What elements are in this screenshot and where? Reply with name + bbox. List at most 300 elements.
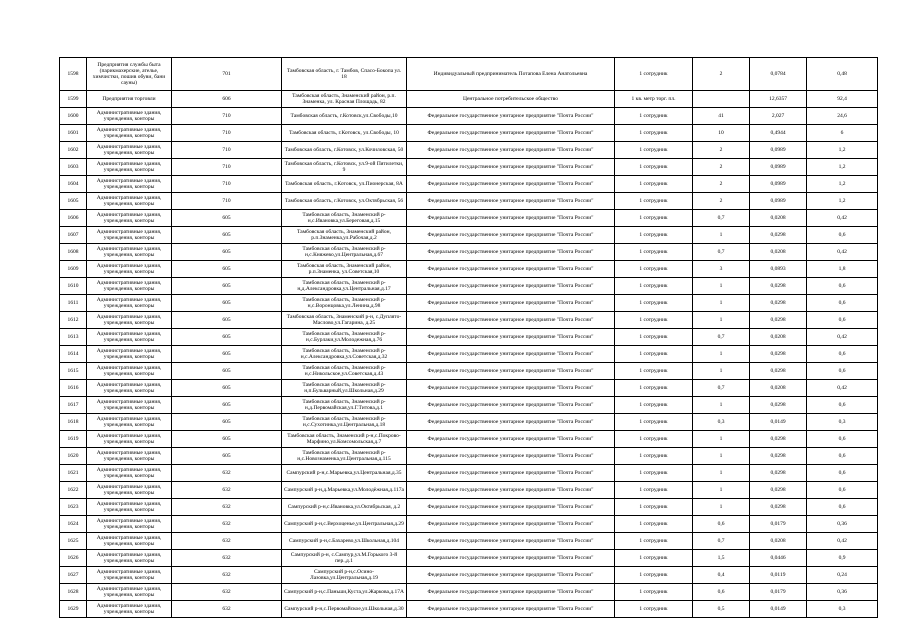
quantity-cell: 2 [693,58,750,91]
row-number-cell: 1627 [60,567,87,584]
object-type-cell: Административные здания, учреждения, конторы [87,431,172,448]
row-number-cell: 1622 [60,482,87,499]
value-1-cell: 0,0208 [750,380,807,397]
quantity-cell: 0,3 [693,414,750,431]
quantity-cell: 1 [693,227,750,244]
quantity-cell: 1 [693,278,750,295]
code-cell: 632 [172,567,282,584]
unit-cell: 1 сотрудник [615,159,693,176]
row-number-cell: 1605 [60,193,87,210]
value-2-cell: 0,3 [807,414,878,431]
value-2-cell: 0,42 [807,380,878,397]
code-cell: 710 [172,142,282,159]
organization-cell: Федеральное государственное унитарное предприятие "Почта России" [407,193,615,210]
address-cell: Тамбовская область, г.Котовск, ул.9-ой Пятилетки, 9 [282,159,407,176]
unit-cell: 1 сотрудник [615,380,693,397]
address-cell: Тамбовская область, Знаменский район, р.п.Знаменка,ул.Рабочая,д.2 [282,227,407,244]
address-cell: Тамбовская область, Знаменский р-н,с.Воронцовка,ул.Ленина,д.98 [282,295,407,312]
organization-cell: Федеральное государственное унитарное предприятие "Почта России" [407,363,615,380]
value-2-cell: 24,6 [807,108,878,125]
quantity-cell: 2 [693,176,750,193]
address-cell: Тамбовская область, г.Котовск, ул.Пионерская, 8А [282,176,407,193]
quantity-cell: 0,7 [693,380,750,397]
value-2-cell: 1,2 [807,176,878,193]
value-2-cell: 0,3 [807,601,878,618]
unit-cell: 1 сотрудник [615,125,693,142]
value-1-cell: 0,0298 [750,397,807,414]
unit-cell: 1 сотрудник [615,499,693,516]
value-1-cell: 0,0298 [750,465,807,482]
code-cell: 710 [172,125,282,142]
unit-cell: 1 сотрудник [615,601,693,618]
address-cell: Тамбовская область, Знаменский р-н,д.Александровка,ул.Центральная,д.17 [282,278,407,295]
table-row [60,363,878,380]
quantity-cell: 1 [693,448,750,465]
value-1-cell: 0,0989 [750,193,807,210]
address-cell: Тамбовская область, Знаменский район, р.п.Знаменка, ул.Советская,10 [282,261,407,278]
quantity-cell: 41 [693,108,750,125]
value-1-cell: 0,0179 [750,584,807,601]
object-type-cell: Административные здания, учреждения, конторы [87,193,172,210]
code-cell: 605 [172,448,282,465]
row-number-cell: 1620 [60,448,87,465]
unit-cell: 1 сотрудник [615,210,693,227]
row-number-cell: 1607 [60,227,87,244]
quantity-cell: 2 [693,159,750,176]
organization-cell: Федеральное государственное унитарное предприятие "Почта России" [407,397,615,414]
object-type-cell: Административные здания, учреждения, конторы [87,210,172,227]
code-cell: 701 [172,58,282,91]
quantity-cell: 1 [693,397,750,414]
table-row [60,584,878,601]
object-type-cell: Административные здания, учреждения, конторы [87,550,172,567]
table-row [60,567,878,584]
value-2-cell: 6 [807,125,878,142]
address-cell: Сампурский р-н,с.Осино-Лазовка,ул.Центральная,д.19 [282,567,407,584]
code-cell: 605 [172,295,282,312]
organization-cell: Федеральное государственное унитарное предприятие "Почта России" [407,261,615,278]
code-cell: 605 [172,244,282,261]
unit-cell: 1 сотрудник [615,329,693,346]
row-number-cell: 1611 [60,295,87,312]
value-2-cell: 0,36 [807,584,878,601]
value-1-cell: 0,0298 [750,499,807,516]
organization-cell: Федеральное государственное унитарное предприятие "Почта России" [407,142,615,159]
row-number-cell: 1608 [60,244,87,261]
address-cell: Тамбовская область, г. Тамбов, Спасо-Бокопа ул. 18 [282,58,407,91]
organization-cell: Федеральное государственное унитарное предприятие "Почта России" [407,329,615,346]
unit-cell: 1 сотрудник [615,346,693,363]
object-type-cell: Административные здания, учреждения, конторы [87,108,172,125]
quantity-cell: 1 [693,482,750,499]
unit-cell: 1 сотрудник [615,363,693,380]
table-row [60,193,878,210]
object-type-cell: Предприятия торговли [87,91,172,108]
code-cell: 605 [172,431,282,448]
value-2-cell: 0,42 [807,210,878,227]
table-row [60,329,878,346]
value-2-cell: 0,48 [807,58,878,91]
code-cell: 605 [172,261,282,278]
organization-cell: Федеральное государственное унитарное предприятие "Почта России" [407,125,615,142]
quantity-cell: 10 [693,125,750,142]
row-number-cell: 1600 [60,108,87,125]
address-cell: Тамбовская область, Знаменский р-н,с.Бурлаки,ул.Молодежная,д.76 [282,329,407,346]
address-cell: Сампурский р-н,д.Марьевка,ул.Молодёжная,д.117а [282,482,407,499]
organization-cell: Федеральное государственное унитарное предприятие "Почта России" [407,567,615,584]
code-cell: 605 [172,329,282,346]
unit-cell: 1 сотрудник [615,584,693,601]
table-row [60,448,878,465]
value-1-cell: 0,0298 [750,346,807,363]
object-type-cell: Административные здания, учреждения, конторы [87,414,172,431]
row-number-cell: 1612 [60,312,87,329]
organization-cell: Федеральное государственное унитарное предприятие "Почта России" [407,159,615,176]
value-1-cell: 2,027 [750,108,807,125]
unit-cell: 1 сотрудник [615,448,693,465]
value-2-cell: 0,6 [807,346,878,363]
object-type-cell: Административные здания, учреждения, конторы [87,227,172,244]
table-row [60,142,878,159]
row-number-cell: 1604 [60,176,87,193]
object-type-cell: Административные здания, учреждения, конторы [87,142,172,159]
value-2-cell: 0,6 [807,363,878,380]
row-number-cell: 1624 [60,516,87,533]
value-1-cell: 0,0298 [750,295,807,312]
registry-table [59,57,878,618]
object-type-cell: Административные здания, учреждения, конторы [87,584,172,601]
object-type-cell: Административные здания, учреждения, конторы [87,244,172,261]
code-cell: 710 [172,108,282,125]
value-1-cell: 0,0784 [750,58,807,91]
object-type-cell: Административные здания, учреждения, конторы [87,499,172,516]
object-type-cell: Административные здания, учреждения, конторы [87,380,172,397]
address-cell: Сампурский р-н,с.Верхоценье,ул.Центральная,д.29 [282,516,407,533]
organization-cell: Федеральное государственное унитарное предприятие "Почта России" [407,584,615,601]
code-cell: 710 [172,176,282,193]
value-1-cell: 0,0208 [750,533,807,550]
object-type-cell: Административные здания, учреждения, конторы [87,329,172,346]
row-number-cell: 1610 [60,278,87,295]
value-2-cell: 1,2 [807,159,878,176]
code-cell: 605 [172,312,282,329]
address-cell: Сампурский р-н, с.Сампур,ул.М.Горького 3-й пер.,д.1 [282,550,407,567]
unit-cell: 1 сотрудник [615,58,693,91]
code-cell: 606 [172,91,282,108]
value-2-cell: 0,6 [807,448,878,465]
address-cell: Тамбовская область, Знаменский р-н, с.Дуплято-Маслово,ул.Гагарина, д.25 [282,312,407,329]
unit-cell: 1 сотрудник [615,567,693,584]
code-cell: 632 [172,499,282,516]
value-1-cell: 0,0446 [750,550,807,567]
address-cell: Тамбовская область, г.Котовск, ул.Свободы, 10 [282,125,407,142]
row-number-cell: 1613 [60,329,87,346]
value-1-cell: 0,0208 [750,244,807,261]
unit-cell: 1 сотрудник [615,397,693,414]
table-row [60,210,878,227]
code-cell: 605 [172,414,282,431]
value-1-cell: 0,0179 [750,516,807,533]
quantity-cell: 0,7 [693,329,750,346]
row-number-cell: 1602 [60,142,87,159]
row-number-cell: 1598 [60,58,87,91]
table-row [60,516,878,533]
table-row [60,312,878,329]
code-cell: 605 [172,346,282,363]
quantity-cell: 1,5 [693,550,750,567]
quantity-cell: 0,6 [693,584,750,601]
object-type-cell: Административные здания, учреждения, конторы [87,295,172,312]
organization-cell: Федеральное государственное унитарное предприятие "Почта России" [407,499,615,516]
value-1-cell: 0,0208 [750,329,807,346]
quantity-cell: 1 [693,465,750,482]
row-number-cell: 1603 [60,159,87,176]
unit-cell: 1 сотрудник [615,312,693,329]
quantity-cell: 3 [693,261,750,278]
value-1-cell: 0,0119 [750,567,807,584]
table-row [60,482,878,499]
code-cell: 605 [172,397,282,414]
row-number-cell: 1614 [60,346,87,363]
unit-cell: 1 сотрудник [615,465,693,482]
row-number-cell: 1623 [60,499,87,516]
quantity-cell: 0,6 [693,516,750,533]
address-cell: Сампурский р-н,с.Ивановка,ул.Октябрьская, д.2 [282,499,407,516]
object-type-cell: Административные здания, учреждения, конторы [87,312,172,329]
table-row [60,380,878,397]
unit-cell: 1 сотрудник [615,414,693,431]
row-number-cell: 1618 [60,414,87,431]
object-type-cell: Административные здания, учреждения, конторы [87,125,172,142]
quantity-cell: 0,5 [693,601,750,618]
row-number-cell: 1617 [60,397,87,414]
organization-cell: Федеральное государственное унитарное предприятие "Почта России" [407,295,615,312]
value-2-cell: 0,6 [807,431,878,448]
code-cell: 605 [172,227,282,244]
value-1-cell: 0,0208 [750,210,807,227]
code-cell: 632 [172,601,282,618]
object-type-cell: Административные здания, учреждения, конторы [87,533,172,550]
unit-cell: 1 сотрудник [615,482,693,499]
object-type-cell: Административные здания, учреждения, конторы [87,482,172,499]
object-type-cell: Административные здания, учреждения, конторы [87,567,172,584]
value-1-cell: 0,0298 [750,482,807,499]
unit-cell: 1 сотрудник [615,533,693,550]
value-1-cell: 0,0298 [750,312,807,329]
address-cell: Тамбовская область, Знаменский р-н,с.Ивановка,ул.Береговая,д.15 [282,210,407,227]
value-1-cell: 0,0149 [750,414,807,431]
table-row [60,465,878,482]
object-type-cell: Административные здания, учреждения, конторы [87,516,172,533]
object-type-cell: Предприятия службы быта (парикмахерские, ателье, химчистки, пошив обуви, бани сауны) [87,58,172,91]
quantity-cell: 1 [693,295,750,312]
table-row [60,244,878,261]
object-type-cell: Административные здания, учреждения, конторы [87,363,172,380]
row-number-cell: 1628 [60,584,87,601]
value-2-cell: 1,2 [807,142,878,159]
value-1-cell: 12,6357 [750,91,807,108]
row-number-cell: 1609 [60,261,87,278]
row-number-cell: 1619 [60,431,87,448]
table-row [60,499,878,516]
value-2-cell: 0,6 [807,397,878,414]
value-2-cell: 0,6 [807,482,878,499]
table-row [60,533,878,550]
value-1-cell: 0,0298 [750,227,807,244]
address-cell: Тамбовская область, г.Котовск, ул.Кочиловская, 50 [282,142,407,159]
address-cell: Тамбовская область, г.Котовск, ул.Октябрьская, 56 [282,193,407,210]
code-cell: 710 [172,159,282,176]
code-cell: 605 [172,363,282,380]
object-type-cell: Административные здания, учреждения, конторы [87,448,172,465]
unit-cell: 1 сотрудник [615,295,693,312]
quantity-cell: 0,4 [693,567,750,584]
code-cell: 632 [172,533,282,550]
value-1-cell: 0,0298 [750,278,807,295]
table-row [60,397,878,414]
quantity-cell [693,91,750,108]
address-cell: Сампурский р-н,с.Марьевка,ул.Центральная,д.35 [282,465,407,482]
value-1-cell: 0,0298 [750,363,807,380]
unit-cell: 1 сотрудник [615,176,693,193]
address-cell: Тамбовская область, Знаменский р-н,с.Новознаменка,ул.Центральная,д.115 [282,448,407,465]
value-2-cell: 0,42 [807,533,878,550]
unit-cell: 1 сотрудник [615,278,693,295]
value-1-cell: 0,0298 [750,431,807,448]
value-1-cell: 0,4944 [750,125,807,142]
code-cell: 632 [172,584,282,601]
organization-cell: Федеральное государственное унитарное предприятие "Почта России" [407,380,615,397]
table-row [60,414,878,431]
organization-cell: Федеральное государственное унитарное предприятие "Почта России" [407,312,615,329]
row-number-cell: 1606 [60,210,87,227]
quantity-cell: 2 [693,142,750,159]
address-cell: Тамбовская область, Знаменский р-н,п.Бульварный,ул.Школьная,д.29 [282,380,407,397]
object-type-cell: Административные здания, учреждения, конторы [87,176,172,193]
unit-cell: 1 сотрудник [615,516,693,533]
value-1-cell: 0,0149 [750,601,807,618]
unit-cell: 1 сотрудник [615,431,693,448]
organization-cell: Федеральное государственное унитарное предприятие "Почта России" [407,278,615,295]
organization-cell: Федеральное государственное унитарное предприятие "Почта России" [407,346,615,363]
code-cell: 605 [172,278,282,295]
object-type-cell: Административные здания, учреждения, конторы [87,159,172,176]
value-1-cell: 0,0989 [750,142,807,159]
quantity-cell: 1 [693,312,750,329]
table-row [60,550,878,567]
value-1-cell: 0,0893 [750,261,807,278]
table-row [60,278,878,295]
quantity-cell: 1 [693,499,750,516]
quantity-cell: 1 [693,431,750,448]
quantity-cell: 0,7 [693,244,750,261]
unit-cell: 1 сотрудник [615,550,693,567]
object-type-cell: Административные здания, учреждения, конторы [87,397,172,414]
organization-cell: Федеральное государственное унитарное предприятие "Почта России" [407,244,615,261]
code-cell: 632 [172,465,282,482]
code-cell: 605 [172,380,282,397]
row-number-cell: 1626 [60,550,87,567]
code-cell: 632 [172,550,282,567]
organization-cell: Федеральное государственное унитарное предприятие "Почта России" [407,414,615,431]
value-2-cell: 0,6 [807,227,878,244]
unit-cell: 1 сотрудник [615,142,693,159]
value-2-cell: 0,36 [807,516,878,533]
address-cell: Тамбовская область, Знаменский р-н,с.Сухотинка,ул.Центральная,д.18 [282,414,407,431]
code-cell: 605 [172,210,282,227]
address-cell: Тамбовская область, Знаменский р-н,с.Никольское,ул.Советская,д.43 [282,363,407,380]
unit-cell: 1 сотрудник [615,108,693,125]
code-cell: 632 [172,516,282,533]
organization-cell: Федеральное государственное унитарное предприятие "Почта России" [407,465,615,482]
value-2-cell: 0,6 [807,312,878,329]
quantity-cell: 2 [693,193,750,210]
value-2-cell: 0,6 [807,278,878,295]
organization-cell: Федеральное государственное унитарное предприятие "Почта России" [407,108,615,125]
row-number-cell: 1616 [60,380,87,397]
organization-cell: Федеральное государственное унитарное предприятие "Почта России" [407,516,615,533]
value-2-cell: 0,24 [807,567,878,584]
table-row [60,176,878,193]
organization-cell: Индивидуальный предприниматель Потапова Елена Анатольевна [407,58,615,91]
object-type-cell: Административные здания, учреждения, конторы [87,346,172,363]
organization-cell: Федеральное государственное унитарное предприятие "Почта России" [407,431,615,448]
organization-cell: Федеральное государственное унитарное предприятие "Почта России" [407,533,615,550]
value-2-cell: 0,42 [807,244,878,261]
value-2-cell: 1,2 [807,193,878,210]
address-cell: Сампурский р-н,с.Бахарево,ул.Школьная,д.104 [282,533,407,550]
code-cell: 710 [172,193,282,210]
organization-cell: Федеральное государственное унитарное предприятие "Почта России" [407,550,615,567]
table-row [60,261,878,278]
unit-cell: 1 сотрудник [615,193,693,210]
value-2-cell: 1,8 [807,261,878,278]
value-2-cell: 0,6 [807,465,878,482]
address-cell: Тамбовская область, Знаменский р-н,с.Княжево,ул.Центральная,д.67 [282,244,407,261]
organization-cell: Центральное потребительское общество [407,91,615,108]
value-1-cell: 0,0298 [750,448,807,465]
value-2-cell: 0,6 [807,499,878,516]
row-number-cell: 1621 [60,465,87,482]
address-cell: Тамбовская область, Знаменский р-н,с.Александровка,ул.Советская,д.32 [282,346,407,363]
address-cell: Тамбовская область, Знаменский р-н,д.Первомайская,ул.Г.Титова,д.1 [282,397,407,414]
organization-cell: Федеральное государственное унитарное предприятие "Почта России" [407,176,615,193]
organization-cell: Федеральное государственное унитарное предприятие "Почта России" [407,601,615,618]
unit-cell: 1 сотрудник [615,261,693,278]
unit-cell: 1 сотрудник [615,244,693,261]
table-row [60,159,878,176]
unit-cell: 1 кв. метр торг. пл. [615,91,693,108]
address-cell: Сампурский р-н,с.Паньши,Куста,ул.Жаркова,д.17А [282,584,407,601]
table-row [60,125,878,142]
table-row [60,227,878,244]
code-cell: 632 [172,482,282,499]
value-2-cell: 92,4 [807,91,878,108]
table-row [60,431,878,448]
address-cell: Тамбовская область, Знаменский р-н,с.Покрово-Марфино,ул.Комсомольская,д.7 [282,431,407,448]
value-2-cell: 0,6 [807,295,878,312]
organization-cell: Федеральное государственное унитарное предприятие "Почта России" [407,210,615,227]
value-1-cell: 0,0989 [750,176,807,193]
address-cell: Сампурский р-н,с.Первомайское,ул.Школьная,д.30 [282,601,407,618]
organization-cell: Федеральное государственное унитарное предприятие "Почта России" [407,448,615,465]
quantity-cell: 1 [693,346,750,363]
object-type-cell: Административные здания, учреждения, конторы [87,261,172,278]
unit-cell: 1 сотрудник [615,227,693,244]
object-type-cell: Административные здания, учреждения, конторы [87,465,172,482]
table-row [60,58,878,91]
value-1-cell: 0,0989 [750,159,807,176]
